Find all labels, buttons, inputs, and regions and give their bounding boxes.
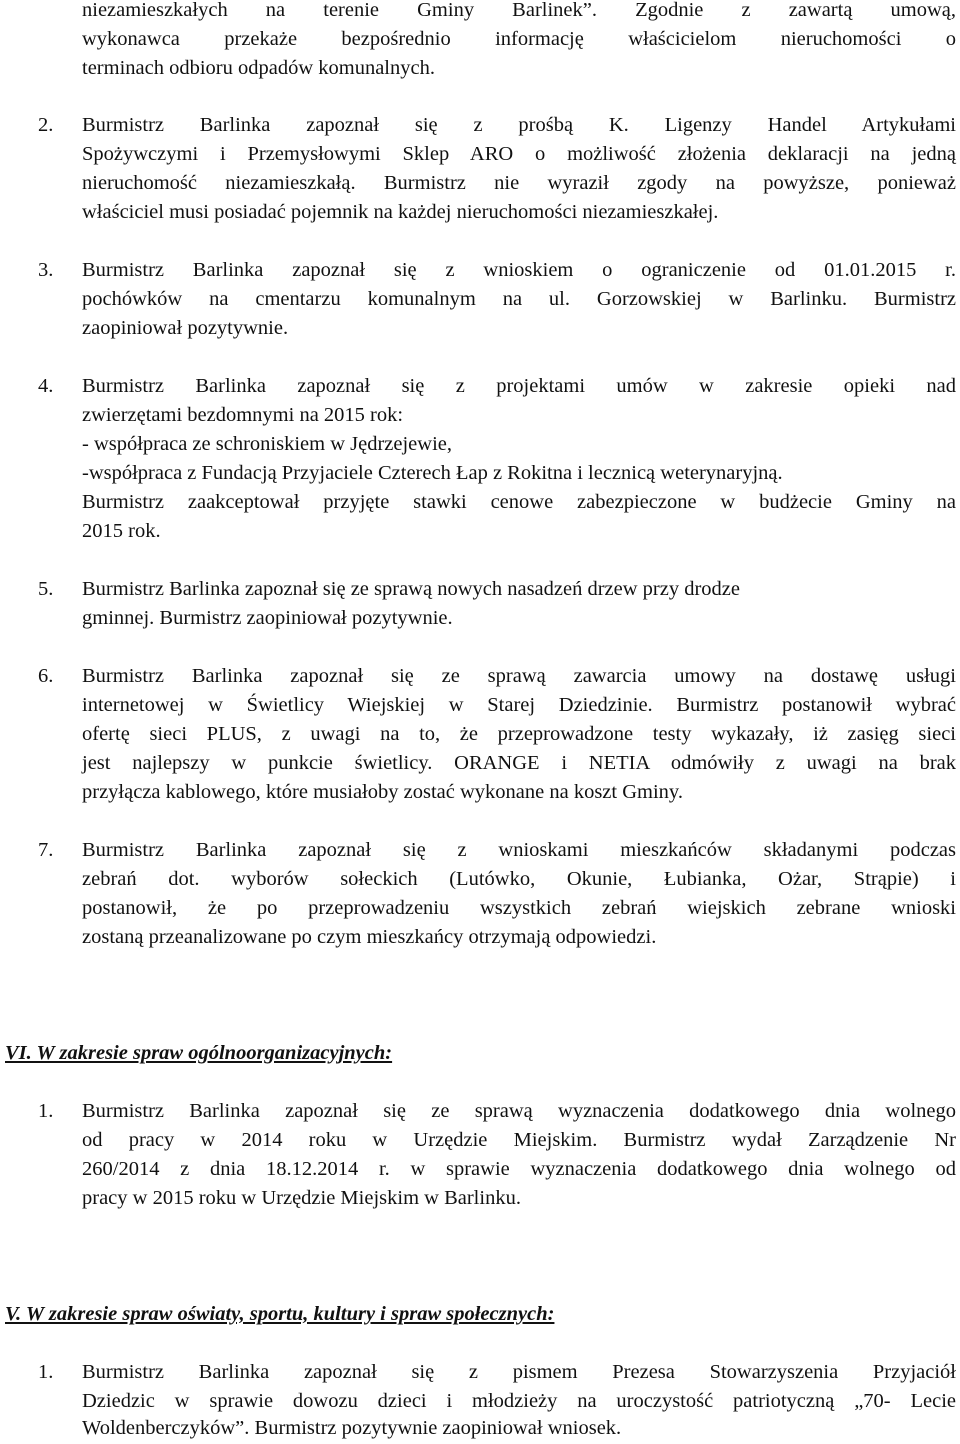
list-item-line: od pracy w 2014 roku w Urzędzie Miejskim. Burmistrz wydał Zarządzenie Nr [82, 1129, 956, 1151]
intro-line: terminach odbioru odpadów komunalnych. [82, 57, 435, 79]
list-item-line: Burmistrz Barlinka zapoznał się z pismem Prezesa Stowarzyszenia Przyjaciół [82, 1361, 956, 1383]
section-heading-vi: VI. W zakresie spraw ogólnoorganizacyjnych: [5, 1042, 393, 1064]
list-item-line: zostaną przeanalizowane po czym mieszkańcy otrzymają odpowiedzi. [82, 926, 657, 948]
list-item-line: Woldenberczyków”. Burmistrz pozytywnie zaopiniował wniosek. [82, 1417, 622, 1439]
list-item-number: 3. [38, 259, 54, 281]
list-item-line: Burmistrz Barlinka zapoznał się ze sprawą wyznaczenia dodatkowego dnia wolnego [82, 1100, 956, 1122]
list-item-number: 7. [38, 839, 54, 861]
list-item-line: internetowej w Świetlicy Wiejskiej w Starej Dziedzinie. Burmistrz postanowił wybrać [82, 694, 956, 716]
list-item-line: Spożywczymi i Przemysłowymi Sklep ARO o możliwość złożenia deklaracji na jedną [82, 143, 956, 165]
list-item-line: nieruchomość niezamieszkałą. Burmistrz nie wyraził zgody na powyższe, ponieważ [82, 172, 956, 194]
list-item-line: pracy w 2015 roku w Urzędzie Miejskim w Barlinku. [82, 1187, 521, 1209]
list-item-number: 4. [38, 375, 54, 397]
section-heading-v: V. W zakresie spraw oświaty, sportu, kultury i spraw społecznych: [5, 1303, 555, 1325]
list-item-line: pochówków na cmentarzu komunalnym na ul. Gorzowskiej w Barlinku. Burmistrz [82, 288, 956, 310]
list-item-line: zaopiniował pozytywnie. [82, 317, 289, 339]
list-item-line: 260/2014 z dnia 18.12.2014 r. w sprawie wyznaczenia dodatkowego dnia wolnego od [82, 1158, 956, 1180]
list-item-line: - współpraca ze schroniskiem w Jędrzejewie, [82, 433, 452, 455]
list-item-number: 1. [38, 1361, 54, 1383]
list-item-line: Burmistrz Barlinka zapoznał się z wnioskiem o ograniczenie od 01.01.2015 r. [82, 259, 956, 281]
list-item-line: Dziedzic w sprawie dowozu dzieci i młodzieży na uroczystość patriotyczną „70- Lecie [82, 1390, 956, 1412]
list-item-line: postanowił, że po przeprowadzeniu wszystkich zebrań wiejskich zebrane wnioski [82, 897, 956, 919]
intro-line: wykonawca przekaże bezpośrednio informację właścicielom nieruchomości o [82, 28, 956, 50]
list-item-line: Burmistrz Barlinka zapoznał się z wnioskami mieszkańców składanymi podczas [82, 839, 956, 861]
list-item-number: 5. [38, 578, 54, 600]
list-item-line: jest najlepszy w punkcie świetlicy. ORANGE i NETIA odmówiły z uwagi na brak [82, 752, 956, 774]
list-item-line: właściciel musi posiadać pojemnik na każdej nieruchomości niezamieszkałej. [82, 201, 719, 223]
list-item-number: 6. [38, 665, 54, 687]
intro-line: niezamieszkałych na terenie Gminy Barlinek”. Zgodnie z zawartą umową, [82, 0, 956, 21]
list-item-number: 2. [38, 114, 54, 136]
list-item-line: przyłącza kablowego, które musiałoby zostać wykonane na koszt Gminy. [82, 781, 683, 803]
list-item-line: Burmistrz Barlinka zapoznał się z projektami umów w zakresie opieki nad [82, 375, 956, 397]
list-item-line: -współpraca z Fundacją Przyjaciele Czterech Łap z Rokitna i lecznicą weterynaryjną. [82, 462, 783, 484]
list-item-line: zebrań dot. wyborów sołeckich (Lutówko, Okunie, Łubianka, Ożar, Strąpie) i [82, 868, 956, 890]
list-item-line: gminnej. Burmistrz zaopiniował pozytywnie. [82, 607, 453, 629]
list-item-number: 1. [38, 1100, 54, 1122]
list-item-line: ofertę sieci PLUS, z uwagi na to, że przeprowadzone testy wykazały, iż zasięg sieci [82, 723, 956, 745]
list-item-line: Burmistrz Barlinka zapoznał się ze sprawą zawarcia umowy na dostawę usługi [82, 665, 956, 687]
list-item-line: Burmistrz Barlinka zapoznał się z prośbą K. Ligenzy Handel Artykułami [82, 114, 956, 136]
list-item-line: Burmistrz zaakceptował przyjęte stawki cenowe zabezpieczone w budżecie Gminy na [82, 491, 956, 513]
list-item-line: zwierzętami bezdomnymi na 2015 rok: [82, 404, 404, 426]
list-item-line: 2015 rok. [82, 520, 161, 542]
list-item-line: Burmistrz Barlinka zapoznał się ze sprawą nowych nasadzeń drzew przy drodze [82, 578, 741, 600]
